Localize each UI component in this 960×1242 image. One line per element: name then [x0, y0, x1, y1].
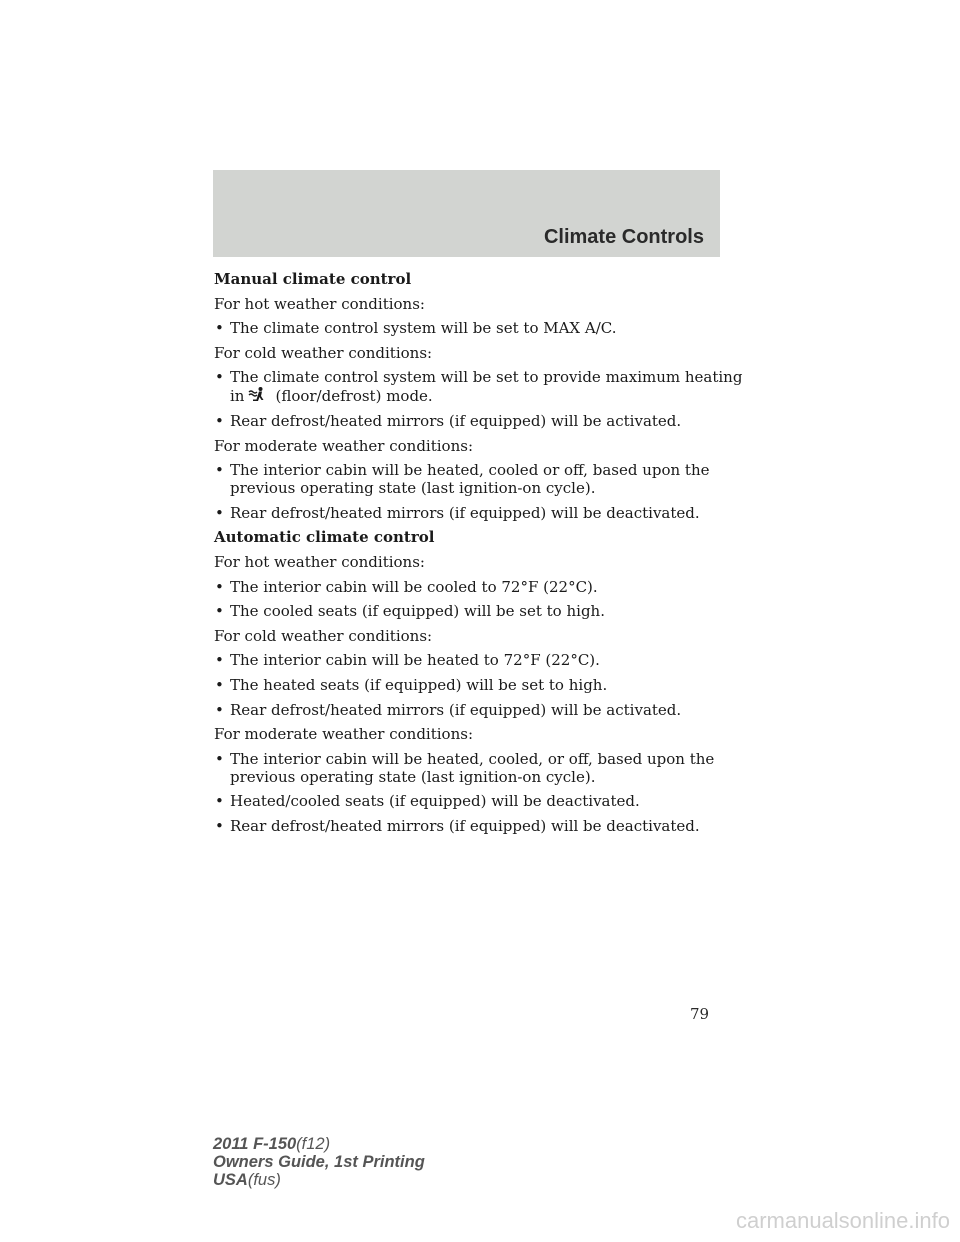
list-item-text: The heated seats (if equipped) will be set to high.: [230, 675, 608, 694]
manual-hot-label: For hot weather conditions:: [214, 294, 425, 313]
bullet: •: [215, 577, 224, 596]
list-item: [214, 701, 720, 719]
list-item-text: The interior cabin will be heated, cooled, or off, based upon the: [230, 749, 715, 768]
list-item-text: Rear defrost/heated mirrors (if equipped) will be activated.: [230, 700, 682, 719]
manual-moderate-label: For moderate weather conditions:: [214, 436, 473, 455]
bullet: •: [215, 319, 224, 338]
list-item-text: The cooled seats (if equipped) will be set to high.: [230, 602, 605, 621]
list-item-text-continued: previous operating state (last ignition-on cycle).: [230, 479, 596, 498]
bullet: •: [215, 461, 224, 480]
automatic-heading: Automatic climate control: [214, 528, 435, 547]
list-item-text-mode: (floor/defrost) mode.: [275, 387, 433, 406]
bullet: •: [215, 749, 224, 768]
list-item: [214, 676, 720, 694]
bullet: •: [215, 602, 224, 621]
footer-region-code: (fus): [247, 1171, 281, 1189]
list-item: [214, 368, 743, 406]
list-item: [214, 319, 720, 337]
bullet: •: [215, 700, 224, 719]
watermark: carmanualsonline.info: [735, 1208, 950, 1233]
floor-defrost-icon: [247, 386, 265, 404]
bullet: •: [215, 651, 224, 670]
automatic-hot-label: For hot weather conditions:: [214, 552, 425, 571]
list-item-text: The interior cabin will be heated, cooled or off, based upon the: [230, 461, 710, 480]
bullet: •: [215, 816, 224, 835]
list-item-text: Rear defrost/heated mirrors (if equipped) will be deactivated.: [230, 503, 700, 522]
manual-cold-label: For cold weather conditions:: [214, 343, 433, 362]
footer-line-region: [213, 1171, 425, 1189]
bullet: •: [215, 675, 224, 694]
document-footer: [213, 1135, 425, 1189]
list-item: [214, 817, 720, 835]
list-item-text: The interior cabin will be cooled to 72°F (22°C).: [230, 577, 598, 596]
bullet: •: [215, 503, 224, 522]
automatic-moderate-label: For moderate weather conditions:: [214, 725, 473, 744]
list-item-text: The interior cabin will be heated to 72°F (22°C).: [230, 651, 600, 670]
bullet: •: [215, 792, 224, 811]
list-item: [214, 602, 720, 620]
automatic-cold-label: For cold weather conditions:: [214, 626, 433, 645]
footer-region: USA: [213, 1171, 248, 1189]
list-item: [214, 461, 720, 497]
footer-line-model: [213, 1135, 425, 1153]
list-item: [214, 792, 720, 810]
list-item-text-continued: previous operating state (last ignition-on cycle).: [230, 767, 596, 786]
footer-guide: Owners Guide, 1st Printing: [213, 1153, 425, 1171]
list-item-text: The climate control system will be set to MAX A/C.: [230, 319, 617, 338]
list-item-text: Rear defrost/heated mirrors (if equipped) will be activated.: [230, 411, 682, 430]
page-number: 79: [690, 1005, 710, 1023]
list-item: [214, 504, 720, 522]
list-item: [214, 750, 720, 786]
page-content: [214, 270, 743, 841]
section-header-band: [213, 170, 720, 257]
manual-heading: Manual climate control: [214, 270, 412, 288]
list-item-text-in: in: [230, 387, 245, 406]
list-item: [214, 412, 720, 430]
section-title: Climate Controls: [543, 226, 704, 248]
footer-model-code: (f12): [296, 1135, 331, 1153]
bullet: •: [215, 411, 224, 430]
bullet: •: [215, 368, 224, 387]
list-item-text: Heated/cooled seats (if equipped) will be deactivated.: [230, 792, 640, 811]
footer-model: 2011 F-150: [213, 1135, 297, 1153]
list-item: [214, 578, 720, 596]
list-item-text: Rear defrost/heated mirrors (if equipped) will be deactivated.: [230, 816, 700, 835]
list-item-text-continued: [230, 386, 720, 405]
footer-line-guide: [213, 1153, 425, 1171]
list-item: [214, 651, 720, 669]
list-item-text: The climate control system will be set to provide maximum heating: [230, 368, 743, 387]
